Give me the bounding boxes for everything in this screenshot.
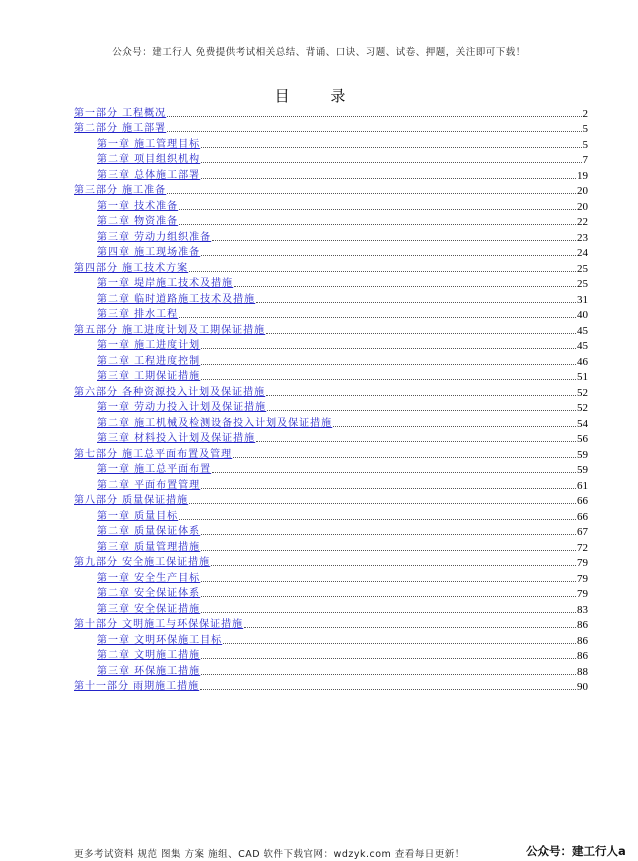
- toc-part-row: [74, 120, 588, 136]
- toc-page-number: 88: [577, 665, 588, 678]
- toc-page-number: 2: [582, 107, 588, 120]
- toc-leader-dots: [201, 673, 576, 675]
- toc-part-row: [74, 104, 588, 120]
- toc-page-number: 59: [577, 464, 588, 476]
- toc-entry-link[interactable]: 第一章 堤岸施工技术及措施: [97, 278, 234, 289]
- toc-entry-link[interactable]: 第二章 施工机械及检测设备投入计划及保证措施: [97, 417, 333, 429]
- toc-page-number: 54: [577, 417, 588, 430]
- footer-note: 更多考试资料 规范 图集 方案 施组、CAD 软件下载官网：wdzyk.com 查看每日更新！: [74, 849, 465, 860]
- toc-page-number: 56: [577, 433, 588, 445]
- toc-page-number: 51: [577, 371, 588, 383]
- toc-chapter-row: [74, 585, 588, 601]
- toc-leader-dots: [201, 177, 576, 179]
- toc-leader-dots: [201, 595, 576, 597]
- toc-chapter-row: [74, 290, 588, 306]
- toc-leader-dots: [223, 642, 576, 644]
- toc-chapter-row: [74, 166, 588, 182]
- toc-entry-link[interactable]: 第二章 物资准备: [97, 216, 179, 227]
- toc-chapter-row: [74, 275, 588, 291]
- toc-leader-dots: [179, 223, 576, 225]
- toc-chapter-row: [74, 600, 588, 616]
- toc-page-number: 66: [577, 495, 588, 507]
- toc-chapter-row: [74, 135, 588, 151]
- toc-entry-link[interactable]: 第四部分 施工技术方案: [74, 262, 189, 274]
- toc-entry-link[interactable]: 第三章 总体施工部署: [97, 169, 201, 181]
- toc-leader-dots: [167, 130, 581, 132]
- toc-entry-link[interactable]: 第一章 安全生产目标: [97, 572, 201, 584]
- toc-page-number: 83: [577, 603, 588, 616]
- toc-entry-link[interactable]: 第三章 排水工程: [97, 309, 179, 320]
- toc-entry-link[interactable]: 第一章 施工总平面布置: [97, 464, 212, 475]
- toc-leader-dots: [266, 332, 576, 334]
- toc-leader-dots: [200, 688, 576, 690]
- toc-page-number: 5: [582, 123, 588, 135]
- toc-chapter-row: [74, 507, 588, 523]
- footer-watermark: 公众号：建工行人a: [526, 844, 626, 858]
- toc-page-number: 24: [577, 247, 588, 259]
- toc-chapter-row: [74, 306, 588, 322]
- toc-chapter-row: [74, 399, 588, 415]
- toc-entry-link[interactable]: 第三章 劳动力组织准备: [97, 231, 212, 243]
- toc-page-number: 79: [577, 588, 588, 600]
- toc-leader-dots: [201, 487, 576, 489]
- toc-entry-link[interactable]: 第一章 技术准备: [97, 200, 179, 212]
- toc-entry-link[interactable]: 第一部分 工程概况: [74, 107, 167, 119]
- toc-page-number: 79: [577, 572, 588, 585]
- toc-part-row: [74, 678, 588, 694]
- toc-page-number: 52: [577, 402, 588, 414]
- toc-entry-link[interactable]: 第二章 工程进度控制: [97, 355, 201, 367]
- toc-entry-link[interactable]: 第二章 临时道路施工技术及措施: [97, 293, 256, 305]
- toc-page-number: 52: [577, 386, 588, 399]
- toc-page-number: 40: [577, 309, 588, 321]
- toc-part-row: [74, 321, 588, 337]
- toc-entry-link[interactable]: 第二部分 施工部署: [74, 123, 167, 134]
- toc-leader-dots: [201, 580, 576, 582]
- toc-page-number: 67: [577, 526, 588, 538]
- toc-entry-link[interactable]: 第八部分 质量保证措施: [74, 495, 189, 506]
- toc-entry-link[interactable]: 第四章 施工现场准备: [97, 247, 201, 258]
- toc-page-number: 5: [582, 138, 588, 151]
- toc-chapter-row: [74, 523, 588, 539]
- toc-title: 目 录: [274, 87, 364, 105]
- toc-entry-link[interactable]: 第二章 文明施工措施: [97, 650, 201, 661]
- toc-leader-dots: [211, 564, 576, 566]
- table-of-contents: [74, 104, 588, 693]
- toc-page-number: 20: [577, 200, 588, 213]
- toc-page-number: 86: [577, 634, 588, 647]
- toc-leader-dots: [179, 518, 576, 520]
- toc-leader-dots: [201, 378, 576, 380]
- toc-chapter-row: [74, 228, 588, 244]
- toc-chapter-row: [74, 461, 588, 477]
- toc-entry-link[interactable]: 第一章 质量目标: [97, 510, 179, 522]
- toc-leader-dots: [333, 425, 576, 427]
- toc-chapter-row: [74, 538, 588, 554]
- toc-chapter-row: [74, 647, 588, 663]
- toc-part-row: [74, 259, 588, 275]
- toc-chapter-row: [74, 662, 588, 678]
- toc-page-number: 79: [577, 557, 588, 569]
- toc-page-number: 25: [577, 278, 588, 290]
- toc-leader-dots: [233, 456, 576, 458]
- toc-chapter-row: [74, 337, 588, 353]
- toc-leader-dots: [234, 285, 576, 287]
- toc-chapter-row: [74, 352, 588, 368]
- toc-leader-dots: [201, 549, 576, 551]
- toc-page-number: 46: [577, 355, 588, 368]
- toc-page-number: 45: [577, 324, 588, 337]
- toc-chapter-row: [74, 368, 588, 384]
- toc-page-number: 31: [577, 293, 588, 306]
- toc-entry-link[interactable]: 第三章 工期保证措施: [97, 371, 201, 382]
- toc-leader-dots: [167, 115, 581, 117]
- toc-leader-dots: [201, 347, 576, 349]
- toc-leader-dots: [189, 502, 576, 504]
- toc-entry-link[interactable]: 第一章 文明环保施工目标: [97, 634, 223, 646]
- toc-entry-link[interactable]: 第三章 安全保证措施: [97, 603, 201, 615]
- toc-entry-link[interactable]: 第一章 施工管理目标: [97, 138, 201, 150]
- toc-entry-link[interactable]: 第一章 施工进度计划: [97, 340, 201, 351]
- toc-leader-dots: [201, 657, 576, 659]
- toc-leader-dots: [201, 161, 581, 163]
- toc-part-row: [74, 492, 588, 508]
- toc-entry-link[interactable]: 第三章 材料投入计划及保证措施: [97, 433, 256, 444]
- toc-entry-link[interactable]: 第三章 质量管理措施: [97, 541, 201, 553]
- toc-part-row: [74, 445, 588, 461]
- toc-page-number: 7: [582, 154, 588, 166]
- toc-entry-link[interactable]: 第二章 项目组织机构: [97, 154, 201, 165]
- toc-leader-dots: [256, 301, 576, 303]
- toc-page-number: 19: [577, 169, 588, 182]
- toc-leader-dots: [179, 208, 576, 210]
- toc-leader-dots: [267, 409, 576, 411]
- toc-part-row: [74, 182, 588, 198]
- header-note: 公众号：建工行人 免费提供考试相关总结、背诵、口诀、习题、试卷、押题，关注即可下载！: [112, 47, 526, 58]
- toc-leader-dots: [256, 440, 576, 442]
- toc-page-number: 90: [577, 681, 588, 693]
- toc-leader-dots: [179, 316, 576, 318]
- toc-page-number: 61: [577, 479, 588, 492]
- toc-leader-dots: [212, 471, 576, 473]
- toc-part-row: [74, 616, 588, 632]
- toc-chapter-row: [74, 414, 588, 430]
- toc-page-number: 59: [577, 448, 588, 461]
- toc-entry-link[interactable]: 第二章 平面布置管理: [97, 479, 201, 491]
- toc-chapter-row: [74, 569, 588, 585]
- toc-entry-link[interactable]: 第三章 环保施工措施: [97, 665, 201, 677]
- toc-page-number: 72: [577, 541, 588, 554]
- toc-leader-dots: [244, 626, 576, 628]
- toc-page-number: 23: [577, 231, 588, 244]
- toc-entry-link[interactable]: 第九部分 安全施工保证措施: [74, 557, 211, 568]
- toc-leader-dots: [201, 363, 576, 365]
- toc-entry-link[interactable]: 第二章 安全保证体系: [97, 588, 201, 599]
- toc-leader-dots: [212, 239, 576, 241]
- toc-chapter-row: [74, 244, 588, 260]
- toc-page-number: 86: [577, 619, 588, 631]
- toc-leader-dots: [201, 533, 576, 535]
- toc-page-number: 22: [577, 216, 588, 228]
- toc-entry-link[interactable]: 第一章 劳动力投入计划及保证措施: [97, 402, 267, 413]
- toc-entry-link[interactable]: 第二章 质量保证体系: [97, 526, 201, 537]
- toc-leader-dots: [189, 270, 576, 272]
- toc-chapter-row: [74, 430, 588, 446]
- toc-chapter-row: [74, 197, 588, 213]
- toc-leader-dots: [167, 192, 576, 194]
- toc-page-number: 20: [577, 185, 588, 197]
- toc-leader-dots: [201, 146, 581, 148]
- toc-leader-dots: [201, 254, 576, 256]
- toc-chapter-row: [74, 476, 588, 492]
- toc-part-row: [74, 383, 588, 399]
- toc-leader-dots: [201, 611, 576, 613]
- toc-leader-dots: [266, 394, 576, 396]
- toc-part-row: [74, 554, 588, 570]
- toc-page-number: 66: [577, 510, 588, 523]
- toc-chapter-row: [74, 151, 588, 167]
- toc-page-number: 25: [577, 262, 588, 275]
- toc-chapter-row: [74, 213, 588, 229]
- toc-entry-link[interactable]: 第五部分 施工进度计划及工期保证措施: [74, 324, 266, 336]
- toc-entry-link[interactable]: 第十一部分 雨期施工措施: [74, 681, 200, 692]
- toc-page-number: 86: [577, 650, 588, 662]
- toc-entry-link[interactable]: 第六部分 各种资源投入计划及保证措施: [74, 386, 266, 398]
- toc-page-number: 45: [577, 340, 588, 352]
- toc-chapter-row: [74, 631, 588, 647]
- toc-entry-link[interactable]: 第三部分 施工准备: [74, 185, 167, 196]
- toc-entry-link[interactable]: 第七部分 施工总平面布置及管理: [74, 448, 233, 460]
- toc-entry-link[interactable]: 第十部分 文明施工与环保保证措施: [74, 619, 244, 630]
